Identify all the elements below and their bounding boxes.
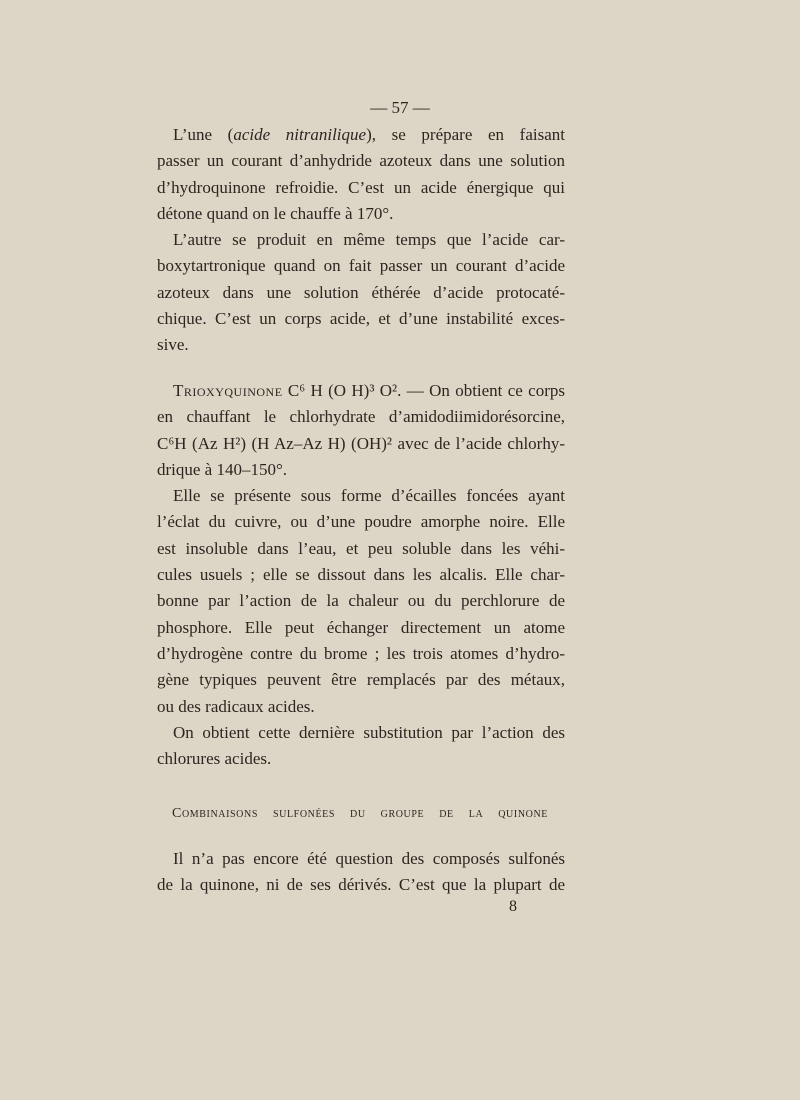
text-line: chique. C’est un corps acide, et d’une instabilité exces- xyxy=(157,309,565,329)
text-line: drique à 140–150°. xyxy=(157,459,288,479)
text-line: l’éclat du cuivre, ou d’une poudre amorphe noire. Elle xyxy=(157,512,565,532)
text-line xyxy=(157,846,565,872)
text-line: détone quand on le chauffe à 170°. xyxy=(157,203,394,223)
formula-heading-line xyxy=(157,378,565,404)
text-line xyxy=(157,483,565,509)
paragraph-block-3 xyxy=(157,846,565,899)
italic-term: acide nitranilique xyxy=(233,125,367,144)
text-line: d’hydrogène contre du brome ; les trois atomes d’hydro- xyxy=(157,643,565,663)
signature-mark: 8 xyxy=(509,898,517,915)
page-number: — 57 — xyxy=(370,98,430,117)
text-line-lead: L’une ( xyxy=(173,125,234,144)
text-line xyxy=(157,122,565,148)
text-line-content: Il n’a pas encore été question des composés sulfonés xyxy=(173,849,565,868)
text-line: boxytartronique quand on fait passer un courant d’acide xyxy=(157,256,565,276)
text-line: azoteux dans une solution éthérée d’acide protocaté- xyxy=(157,282,565,302)
text-line-content: On obtient cette dernière substitution par l’action des xyxy=(173,722,565,742)
text-line: phosphore. Elle peut échanger directement un atome xyxy=(157,617,565,637)
text-line: est insoluble dans l’eau, et peu soluble dans les véhi- xyxy=(157,538,565,558)
text-line: sive. xyxy=(157,335,189,355)
text-line xyxy=(157,227,565,253)
paragraph-block-1 xyxy=(157,122,565,359)
text-line: de la quinone, ni de ses dérivés. C’est que la plupart de xyxy=(157,875,565,895)
text-line: chlorures acides. xyxy=(157,749,272,769)
text-line: cules usuels ; elle se dissout dans les alcalis. Elle char- xyxy=(157,565,565,585)
text-line-content: Elle se présente sous forme d’écailles foncées ayant xyxy=(173,486,565,506)
text-line: bonne par l’action de la chaleur ou du perchlorure de xyxy=(157,591,565,611)
compound-name: Trioxyquinone xyxy=(173,381,283,400)
text-line: en chauffant le chlorhydrate d’amidodiimidorésorcine, xyxy=(157,407,565,427)
text-line xyxy=(157,720,565,746)
formula: C⁶ H (O H)³ O². — On obtient ce corps xyxy=(287,381,565,400)
section-heading: Combinaisons sulfonées du groupe de la quinone xyxy=(172,806,548,821)
paragraph-block-2 xyxy=(157,378,565,772)
text-line: d’hydroquinone refroidie. C’est un acide énergique qui xyxy=(157,177,565,197)
text-line: gène typiques peuvent être remplacés par des métaux, xyxy=(157,670,565,690)
text-line: C⁶H (Az H²) (H Az–Az H) (OH)² avec de l’acide chlorhy- xyxy=(157,433,565,453)
text-line-tail: ), se prépare en faisant xyxy=(366,125,565,144)
text-line-content: L’autre se produit en même temps que l’acide car- xyxy=(173,230,565,250)
text-line: passer un courant d’anhydride azoteux dans une solution xyxy=(157,151,565,171)
text-line: ou des radicaux acides. xyxy=(157,696,315,716)
